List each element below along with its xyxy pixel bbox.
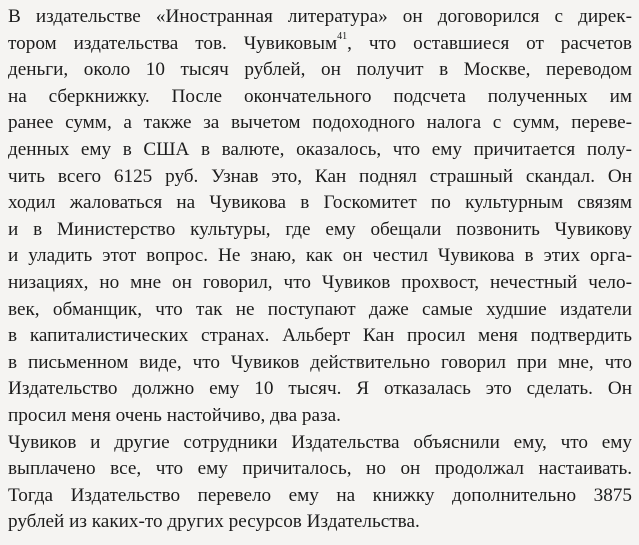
text-segment: тором издательства тов. Чувиковым [8, 32, 338, 54]
text-line: низациях, но мне он говорил, что Чувиков прохвост, нечестный чело- [8, 271, 632, 293]
text-line: и в Министерство культуры, где ему обещали позвонить Чувикову [8, 218, 632, 240]
text-line-with-footnote [8, 31, 632, 58]
text-line: В издательстве «Иностранная литература» он договорился с дирек- [8, 6, 632, 27]
footnote-marker[interactable]: 41 [337, 31, 348, 43]
text-line: чить всего 6125 руб. Узнав это, Кан поднял страшный скандал. Он [8, 165, 632, 187]
text-line: в письменном виде, что Чувиков действительно говорил при мне, что [8, 351, 632, 373]
text-line: ходил жаловаться на Чувикова в Госкомитет по культурным связям [8, 192, 632, 214]
text-line: Чувиков и другие сотрудники Издательства объяснили ему, что ему [8, 431, 632, 453]
text-line: выплачено все, что ему причиталось, но он продолжал настаивать. [8, 458, 632, 480]
text-line: в капиталистических странах. Альберт Кан просил меня подтвердить [8, 325, 632, 347]
paragraph-2 [8, 430, 632, 536]
text-line: денных ему в США в валюте, оказалось, что ему причитается полу- [8, 138, 632, 160]
text-line: деньги, около 10 тысяч рублей, он получит в Москве, переводом [8, 59, 632, 81]
text-line: Издательство должно ему 10 тысяч. Я отказалась это сделать. Он [8, 378, 632, 400]
text-line: век, обманщик, что так не поступают даже самые худшие издатели [8, 298, 632, 320]
paragraph-1 [8, 4, 632, 430]
text-line: ранее сумм, а также за вычетом подоходного налога с сумм, переве- [8, 112, 632, 134]
text-segment: , что оставшиеся от расчетов [347, 32, 632, 54]
document-page [8, 4, 632, 536]
text-line: на сберкнижку. После окончательного подсчета полученных им [8, 85, 632, 107]
text-line: и уладить этот вопрос. Не знаю, как он честил Чувикова в этих орга- [8, 245, 632, 267]
text-line: Тогда Издательство перевело ему на книжку дополнительно 3875 [8, 484, 632, 506]
text-line: просил меня очень настойчиво, два раза. [8, 404, 341, 426]
text-line: рублей из каких-то других ресурсов Издательства. [8, 511, 420, 533]
